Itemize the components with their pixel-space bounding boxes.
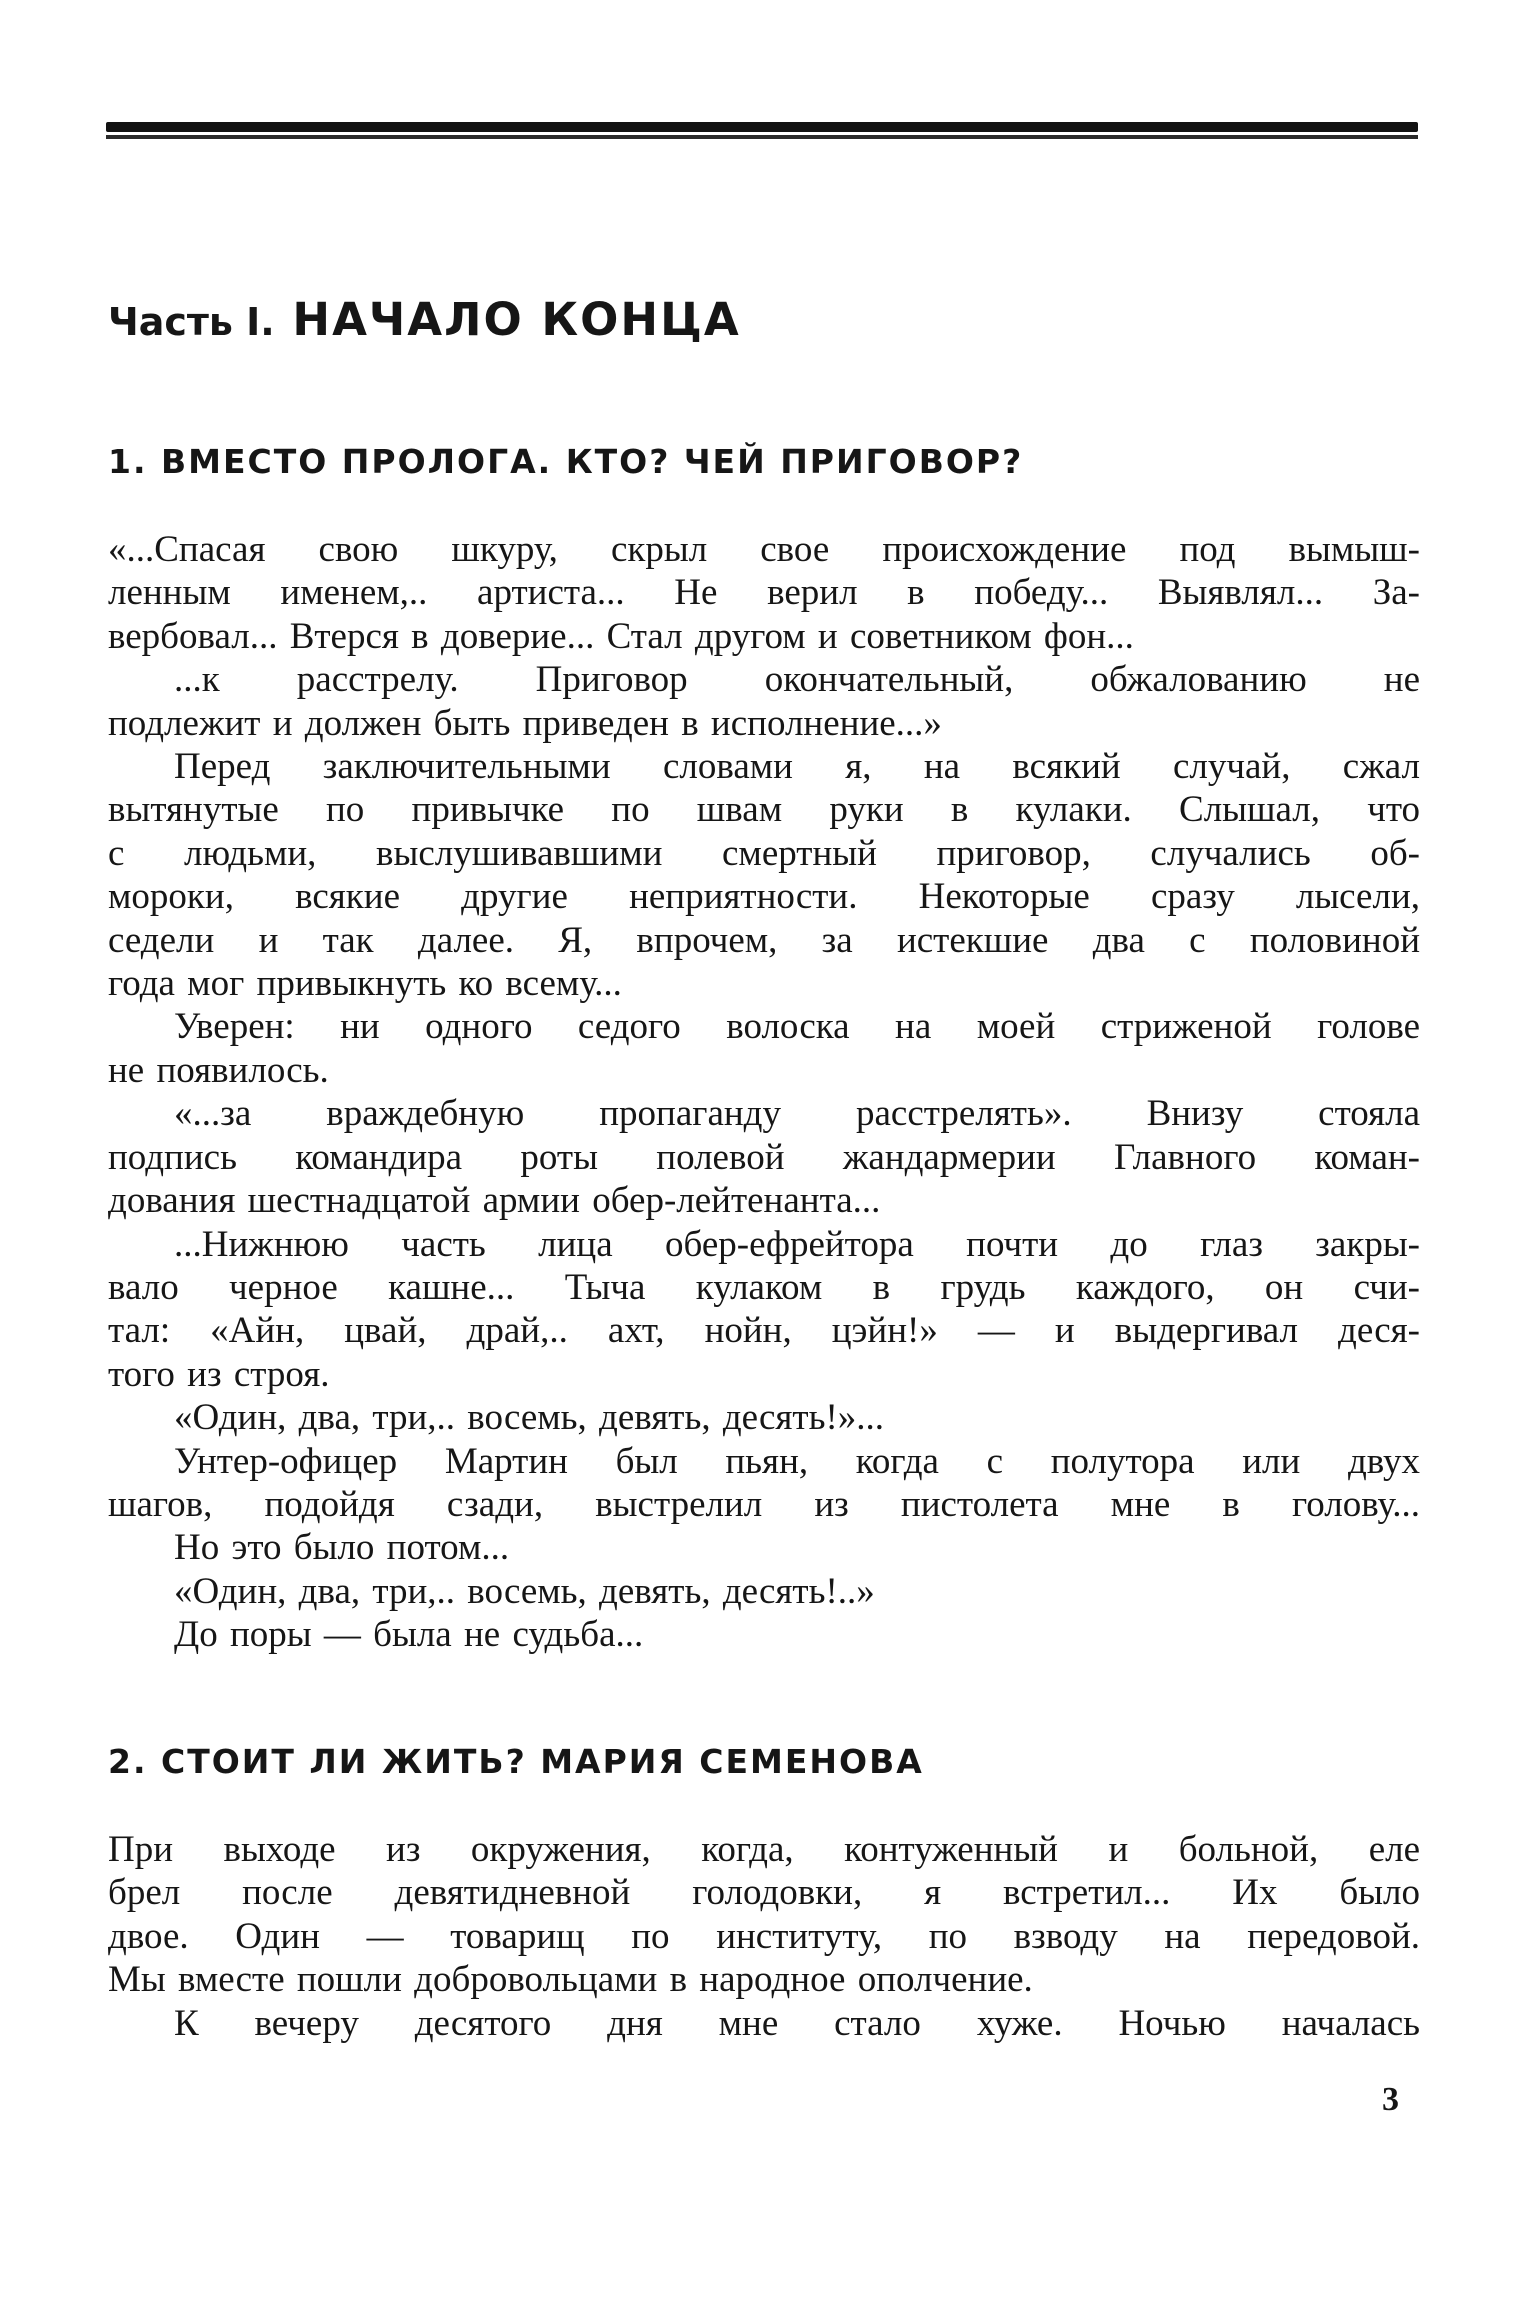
text-line: года мог привыкнуть ко всему...: [108, 963, 622, 1005]
section-1-text: [108, 528, 1420, 1657]
text-line: Мы вместе пошли добровольцами в народное ополчение.: [108, 1959, 1033, 2001]
text-line: тал: «Айн, цвай, драй,.. ахт, нойн, цэйн!» — и выдергивал деся-: [108, 1310, 1420, 1352]
text-line: не появилось.: [108, 1049, 329, 1091]
section-1-heading: 1. ВМЕСТО ПРОЛОГА. КТО? ЧЕЙ ПРИГОВОР?: [108, 442, 1024, 481]
text-line: мороки, всякие другие неприятности. Некоторые сразу лысели,: [108, 876, 1420, 918]
text-line: «...за враждебную пропаганду расстрелять». Внизу стояла: [174, 1093, 1420, 1135]
part-title-text: НАЧАЛО КОНЦА: [292, 293, 741, 346]
text-line: брел после девятидневной голодовки, я встретил... Их было: [108, 1872, 1420, 1914]
text-line: подлежит и должен быть приведен в исполнение...»: [108, 702, 942, 744]
text-line: К вечеру десятого дня мне стало хуже. Ночью началась: [174, 2002, 1420, 2044]
text-line: того из строя.: [108, 1353, 330, 1395]
text-line: Перед заключительными словами я, на всякий случай, сжал: [174, 746, 1420, 788]
text-line: ...к расстрелу. Приговор окончательный, обжалованию не: [174, 659, 1420, 701]
text-line: ленным именем,.. артиста... Не верил в победу... Выявлял... За-: [108, 572, 1420, 614]
text-line: «Один, два, три,.. восемь, девять, десять!»...: [174, 1397, 885, 1439]
text-line: вало черное кашне... Тыча кулаком в грудь каждого, он счи-: [108, 1266, 1420, 1308]
text-line: При выходе из окружения, когда, контуженный и больной, еле: [108, 1829, 1420, 1870]
text-line: Но это было потом...: [174, 1527, 510, 1569]
part-title: [108, 292, 741, 350]
top-rule: [106, 122, 1418, 132]
text-line: До поры — была не судьба...: [174, 1614, 644, 1656]
text-line: шагов, подойдя сзади, выстрелил из пистолета мне в голову...: [108, 1483, 1420, 1525]
text-line: подпись командира роты полевой жандармерии Главного коман-: [108, 1136, 1420, 1178]
section-2-heading: 2. СТОИТ ЛИ ЖИТЬ? МАРИЯ СЕМЕНОВА: [108, 1742, 924, 1781]
section-2-text: [108, 1828, 1420, 2045]
text-line: «Один, два, три,.. восемь, девять, десять!..»: [174, 1570, 875, 1612]
text-line: вытянутые по привычке по швам руки в кулаки. Слышал, что: [108, 789, 1420, 831]
text-line: ...Нижнюю часть лица обер-ефрейтора почти до глаз закры-: [174, 1223, 1420, 1265]
text-line: с людьми, выслушивавшими смертный приговор, случались об-: [108, 832, 1420, 874]
page-number: 3: [1382, 2081, 1399, 2118]
text-line: седели и так далее. Я, впрочем, за истекшие два с половиной: [108, 919, 1420, 961]
text-line: вербовал... Втерся в доверие... Стал другом и советником фон...: [108, 615, 1134, 657]
text-line: двое. Один — товарищ по институту, по взводу на передовой.: [108, 1915, 1420, 1957]
text-line: Уверен: ни одного седого волоска на моей стриженой голове: [174, 1006, 1420, 1048]
text-line: Унтер-офицер Мартин был пьян, когда с полутора или двух: [174, 1440, 1420, 1482]
part-label: Часть I.: [108, 300, 275, 344]
text-line: дования шестнадцатой армии обер-лейтенанта...: [108, 1180, 881, 1222]
text-line: «...Спасая свою шкуру, скрыл свое происхождение под вымыш-: [108, 529, 1420, 570]
